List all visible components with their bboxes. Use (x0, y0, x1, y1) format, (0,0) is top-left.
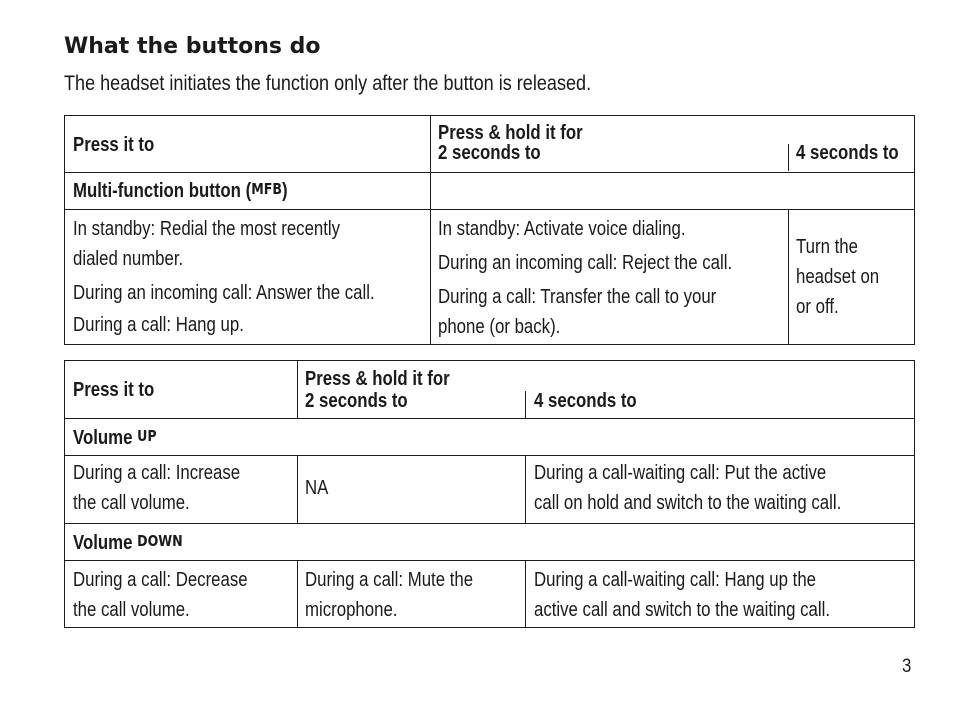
mfb-hold4-cell (789, 210, 915, 344)
vol-down-hold4-cell (526, 561, 915, 627)
vol-up-press-cell (65, 456, 297, 522)
page-number: 3 (902, 656, 912, 677)
vol-col-press-header: Press it to (73, 379, 155, 401)
mfb-col-press-header: Press it to (73, 134, 155, 156)
vol-down-hold2-cell (298, 561, 525, 627)
vol-down-hold2-line: microphone. (305, 599, 398, 621)
mfb-hold4-line: Turn the (796, 236, 858, 258)
mfb-hold2-line: phone (or back). (438, 316, 561, 338)
vol-up-hold4-line: During a call-waiting call: Put the active (534, 462, 827, 484)
page-heading: What the buttons do (64, 34, 321, 59)
mfb-hold2-cell (431, 210, 788, 344)
mfb-button-name: MFB (251, 180, 282, 198)
mfb-hold4-line: or off. (796, 296, 839, 318)
vol-down-button-name: DOWN (137, 532, 183, 550)
mfb-press-line: During an incoming call: Answer the call. (73, 282, 375, 304)
mfb-table (64, 115, 915, 345)
vol-up-hold2-text: NA (305, 477, 329, 499)
vol-down-press-line: the call volume. (73, 599, 190, 621)
vol-down-hold2-line: During a call: Mute the (305, 569, 474, 591)
vol-down-name: Volume (73, 532, 133, 554)
vol-down-label (73, 528, 183, 559)
vol-up-label (73, 423, 157, 454)
vol-down-hold4-line: active call and switch to the waiting call. (534, 599, 831, 621)
mfb-hold2-line: In standby: Activate voice dialing. (438, 218, 686, 240)
vol-down-press-line: During a call: Decrease (73, 569, 248, 591)
mfb-col-4s-header: 4 seconds to (796, 142, 899, 164)
mfb-press-line: In standby: Redial the most recently (73, 218, 341, 240)
mfb-press-line: During a call: Hang up. (73, 314, 244, 336)
vol-up-button-name: UP (137, 427, 157, 445)
vol-up-hold2-cell (298, 456, 525, 522)
vol-up-name: Volume (73, 427, 133, 449)
mfb-section-label: Multi-function button (MFB) (73, 176, 288, 207)
vol-up-press-line: During a call: Increase (73, 462, 241, 484)
mfb-col-hold-header: Press & hold it for (438, 122, 583, 144)
vol-up-press-line: the call volume. (73, 492, 190, 514)
vol-down-hold4-line: During a call-waiting call: Hang up the (534, 569, 817, 591)
mfb-press-cell (65, 210, 430, 344)
mfb-hold2-line: During an incoming call: Reject the call. (438, 252, 733, 274)
vol-col-4s-header: 4 seconds to (534, 390, 637, 412)
vol-up-hold4-line: call on hold and switch to the waiting call. (534, 492, 842, 514)
volume-table (64, 360, 915, 628)
mfb-press-line: dialed number. (73, 248, 184, 270)
mfb-hold4-line: headset on (796, 266, 880, 288)
vol-up-hold4-cell (526, 456, 915, 522)
vol-col-hold-header: Press & hold it for (305, 368, 450, 390)
mfb-section-name: Multi-function button (73, 180, 241, 202)
mfb-col-2s-header: 2 seconds to (438, 142, 541, 164)
vol-down-press-cell (65, 561, 297, 627)
mfb-hold2-line: During a call: Transfer the call to your (438, 286, 717, 308)
page-subtitle: The headset initiates the function only after the button is released. (64, 72, 592, 95)
vol-col-2s-header: 2 seconds to (305, 390, 408, 412)
